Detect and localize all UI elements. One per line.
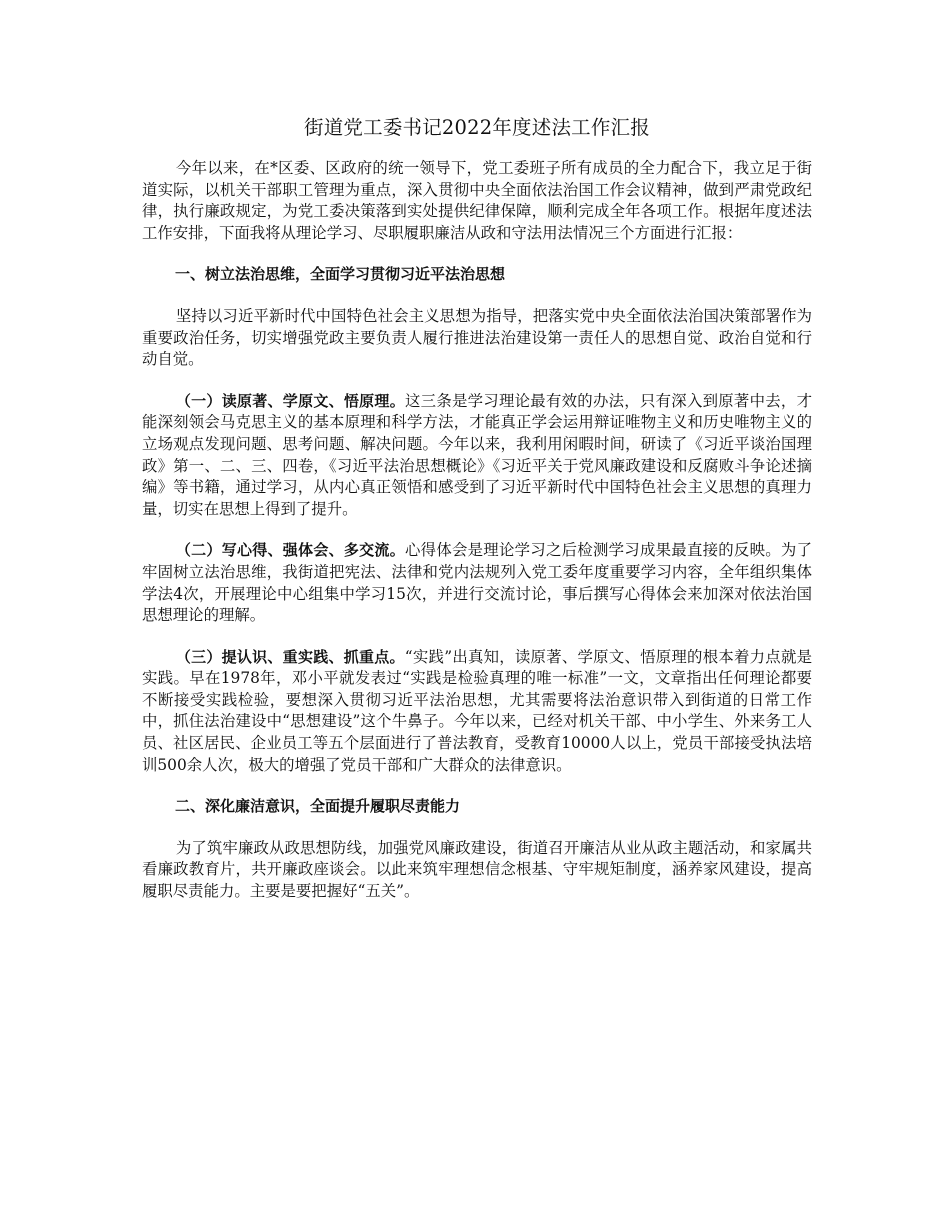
item-3-lead: （三）提认识、重实践、抓重点。 bbox=[175, 647, 405, 666]
section-1-heading: 一、树立法治思维，全面学习贯彻习近平法治思想 bbox=[175, 265, 506, 284]
item-2-text: 心得体会是理论学习之后检测学习成果最直接的反映。为了牢固树立法治思维，我街道把宪法、法律和党内法规列入党工委年度重要学习内容，全年组织集体学法4次，开展理论中心组集中学习15次，并进行交流讨论，事后撰写心得体会来加深对依法治国思想理论的理解。 bbox=[142, 541, 812, 625]
document-page bbox=[142, 112, 812, 903]
section-2-heading: 二、深化廉洁意识，全面提升履职尽责能力 bbox=[175, 797, 461, 816]
paragraph-gap bbox=[142, 286, 812, 306]
intro-paragraph: 今年以来，在*区委、区政府的统一领导下，党工委班子所有成员的全力配合下，我立足于街道实际，以机关干部职工管理为重点，深入贯彻中央全面依法治国工作会议精神，做到严肃党政纪律，执行廉政规定，为党工委决策落到实处提供纪律保障，顺利完成全年各项工作。根据年度述法工作安排，下面我将从理论学习、尽职履职廉洁从政和守法用法情况三个方面进行汇报： bbox=[142, 159, 812, 242]
paragraph-gap bbox=[142, 244, 812, 264]
section-1-item-3 bbox=[142, 647, 812, 777]
paragraph-gap bbox=[142, 520, 812, 540]
item-1-lead: （一）读原著、学原文、悟原理。 bbox=[175, 391, 405, 410]
paragraph-gap bbox=[142, 627, 812, 647]
paragraph-gap bbox=[142, 818, 812, 838]
item-1-text: 这三条是学习理论最有效的办法，只有深入到原著中去，才能深刻领会马克思主义的基本原理和科学方法，才能真正学会运用辩证唯物主义和历史唯物主义的立场观点发现问题、思考问题、解决问题。今年以来，我利用闲暇时间，研读了《习近平谈治国理政》第一、二、三、四卷，《习近平法治思想概论》《习近平关于党风廉政建设和反腐败斗争论述摘编》等书籍，通过学习，从内心真正领悟和感受到了习近平新时代中国特色社会主义思想的真理力量，切实在思想上得到了提升。 bbox=[142, 391, 812, 518]
item-2-lead: （二）写心得、强体会、多交流。 bbox=[175, 541, 405, 560]
item-3-text: “实践”出真知，读原著、学原文、悟原理的根本着力点就是实践。早在1978年，邓小平就发表过“实践是检验真理的唯一标准”一文，文章指出任何理论都要不断接受实践检验，要想深入贯彻习近平法治思想，尤其需要将法治意识带入到街道的日常工作中，抓住法治建设中“思想建设”这个牛鼻子。今年以来，已经对机关干部、中小学生、外来务工人员、社区居民、企业员工等五个层面进行了普法教育，受教育10000人以上，党员干部接受执法培训500余人次，极大的增强了党员干部和广大群众的法律意识。 bbox=[142, 647, 812, 774]
section-1-item-2 bbox=[142, 540, 812, 626]
document-title: 街道党工委书记2022年度述法工作汇报 bbox=[304, 116, 650, 139]
section-2-intro: 为了筑牢廉政从政思想防线，加强党风廉政建设，街道召开廉洁从业从政主题活动，和家属共看廉政教育片，共开廉政座谈会。以此来筑牢理想信念根基、守牢规矩制度，涵养家风建设，提高履职尽责能力。主要是要把握好“五关”。 bbox=[142, 838, 812, 901]
section-1-intro: 坚持以习近平新时代中国特色社会主义思想为指导，把落实党中央全面依法治国决策部署作为重要政治任务，切实增强党政主要负责人履行推进法治建设第一责任人的思想自觉、政治自觉和行动自觉。 bbox=[142, 306, 812, 369]
section-1-item-1 bbox=[142, 391, 812, 521]
paragraph-gap bbox=[142, 776, 812, 796]
paragraph-gap bbox=[142, 371, 812, 391]
